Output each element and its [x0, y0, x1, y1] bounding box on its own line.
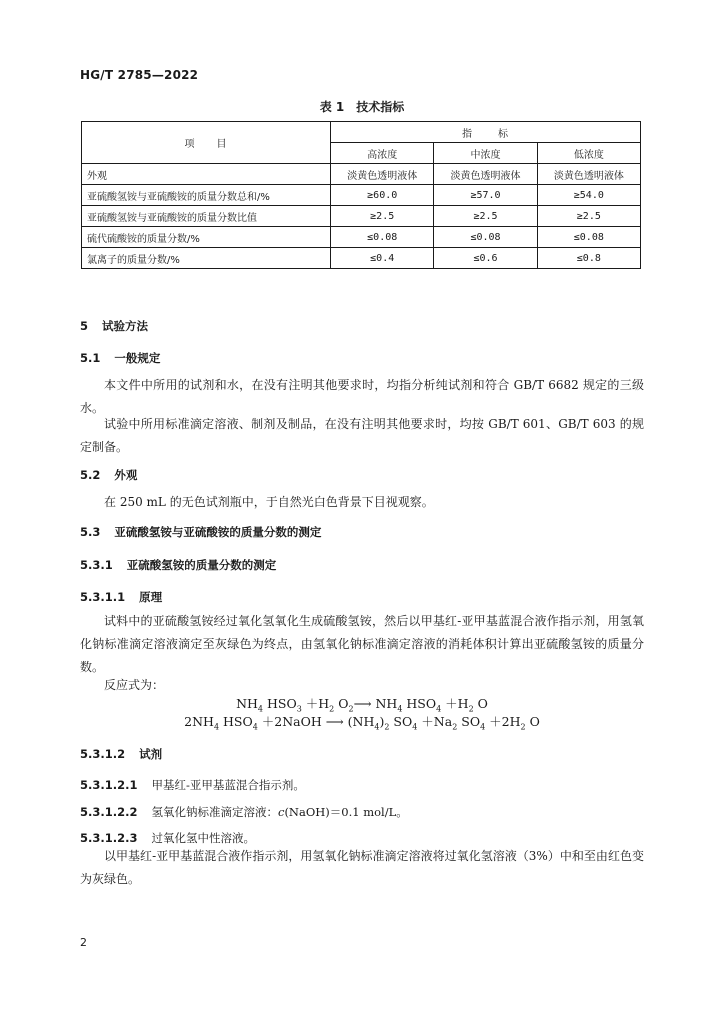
row-value: ≥57.0: [434, 185, 537, 206]
header-group: 指标: [331, 122, 641, 143]
heading-number: 5.3.1: [80, 558, 113, 572]
heading-5-3-1-2: [80, 746, 162, 762]
item-text: 过氧化氢中性溶液。: [151, 831, 255, 845]
row-item: 氯离子的质量分数/%: [82, 248, 331, 269]
heading-5-3-1-1: [80, 589, 162, 605]
item-text-symbol: c: [277, 805, 285, 819]
heading-5-3-1: [80, 557, 276, 573]
paragraph-5-2-appearance: 在 250 mL 的无色试剂瓶中，于自然光白色背景下目视观察。: [104, 495, 434, 509]
item-text: 氢氧化钠标准滴定溶液：: [151, 805, 278, 819]
paragraph-neutral-solution: 以甲基红-亚甲基蓝混合液作指示剂，用氢氧化钠标准滴定溶液将过氧化氢溶液（3%）中和至由红色变为灰绿色。: [80, 849, 644, 886]
row-item: 硫代硫酸铵的质量分数/%: [82, 227, 331, 248]
item-text: 甲基红-亚甲基蓝混合指示剂。: [151, 778, 305, 792]
header-item: 项目: [82, 122, 331, 164]
table-row: [82, 206, 641, 227]
row-item: 外观: [82, 164, 331, 185]
heading-title: 试验方法: [102, 319, 149, 333]
row-value: ≤0.08: [537, 227, 640, 248]
technical-index-table: [81, 121, 641, 269]
item-text-value: (NaOH)＝0.1 mol/L。: [284, 805, 408, 819]
grade-medium: 中浓度: [434, 143, 537, 164]
heading-title: 亚硫酸氢铵与亚硫酸铵的质量分数的测定: [114, 525, 322, 539]
table-row: [82, 164, 641, 185]
heading-number: 5.1: [80, 351, 101, 365]
row-value: ≤0.08: [434, 227, 537, 248]
heading-title: 原理: [139, 590, 163, 604]
reagent-item-2: [80, 804, 408, 820]
paragraph-principle: 试料中的亚硫酸氢铵经过氧化氢氧化生成硫酸氢铵，然后以甲基红-亚甲基蓝混合液作指示剂，用氢氧化钠标准滴定溶液滴定至灰绿色为终点，由氢氧化钠标准滴定溶液的消耗体积计算出亚硫酸氢铵的质量分数。: [80, 614, 644, 674]
heading-title: 试剂: [139, 747, 163, 761]
item-number: 5.3.1.2.3: [80, 831, 138, 845]
heading-title: 亚硫酸氢铵的质量分数的测定: [126, 558, 277, 572]
table-row: [82, 185, 641, 206]
heading-number: 5: [80, 319, 89, 333]
table-title: 表 1 技术指标: [319, 100, 405, 114]
row-value: ≤0.4: [331, 248, 434, 269]
item-number: 5.3.1.2.2: [80, 805, 138, 819]
row-value: ≥2.5: [331, 206, 434, 227]
row-value: ≥2.5: [537, 206, 640, 227]
paragraph-5-1-reagents: 本文件中所用的试剂和水，在没有注明其他要求时，均指分析纯试剂和符合 GB/T 6682 规定的三级水。: [80, 378, 644, 415]
page-number: 2: [80, 936, 87, 949]
item-number: 5.3.1.2.1: [80, 778, 138, 792]
row-value: 淡黄色透明液体: [537, 164, 640, 185]
row-value: ≥54.0: [537, 185, 640, 206]
heading-5-3: [80, 524, 321, 540]
reaction-equation-1: $NH_4$ $HSO_3 +H_2$ $O_2⟶$ $NH_4$ $HSO_4 +H_2$ O: [236, 696, 488, 714]
heading-number: 5.2: [80, 468, 101, 482]
row-value: ≤0.8: [537, 248, 640, 269]
row-value: 淡黄色透明液体: [434, 164, 537, 185]
row-value: ≥60.0: [331, 185, 434, 206]
row-value: 淡黄色透明液体: [331, 164, 434, 185]
reaction-equation-2: $2NH_4$ $HSO_4$ ＋2NaOH ⟶ $(NH_4)_2$ $SO_4 +Na_2$ $SO_4 +2H_2$ O: [184, 714, 540, 732]
heading-title: 外观: [114, 468, 138, 482]
table-header-row: [82, 122, 641, 143]
row-item: 亚硫酸氢铵与亚硫酸铵的质量分数总和/%: [82, 185, 331, 206]
heading-title: 一般规定: [114, 351, 161, 365]
reagent-item-1: [80, 777, 305, 793]
heading-5-1: [80, 350, 160, 366]
reagent-item-3: [80, 830, 255, 846]
heading-5: [80, 318, 148, 334]
heading-number: 5.3.1.1: [80, 590, 126, 604]
row-value: ≤0.08: [331, 227, 434, 248]
heading-number: 5.3.1.2: [80, 747, 126, 761]
paragraph-5-1-solutions: 试验中所用标准滴定溶液、制剂及制品，在没有注明其他要求时，均按 GB/T 601、GB/T 603 的规定制备。: [80, 417, 644, 454]
table-row: [82, 248, 641, 269]
document-code: HG/T 2785—2022: [80, 68, 199, 82]
row-item: 亚硫酸氢铵与亚硫酸铵的质量分数比值: [82, 206, 331, 227]
heading-number: 5.3: [80, 525, 101, 539]
grade-high: 高浓度: [331, 143, 434, 164]
heading-5-2: [80, 467, 137, 483]
reaction-label: 反应式为：: [104, 678, 165, 692]
grade-low: 低浓度: [537, 143, 640, 164]
table-row: [82, 227, 641, 248]
row-value: ≥2.5: [434, 206, 537, 227]
row-value: ≤0.6: [434, 248, 537, 269]
